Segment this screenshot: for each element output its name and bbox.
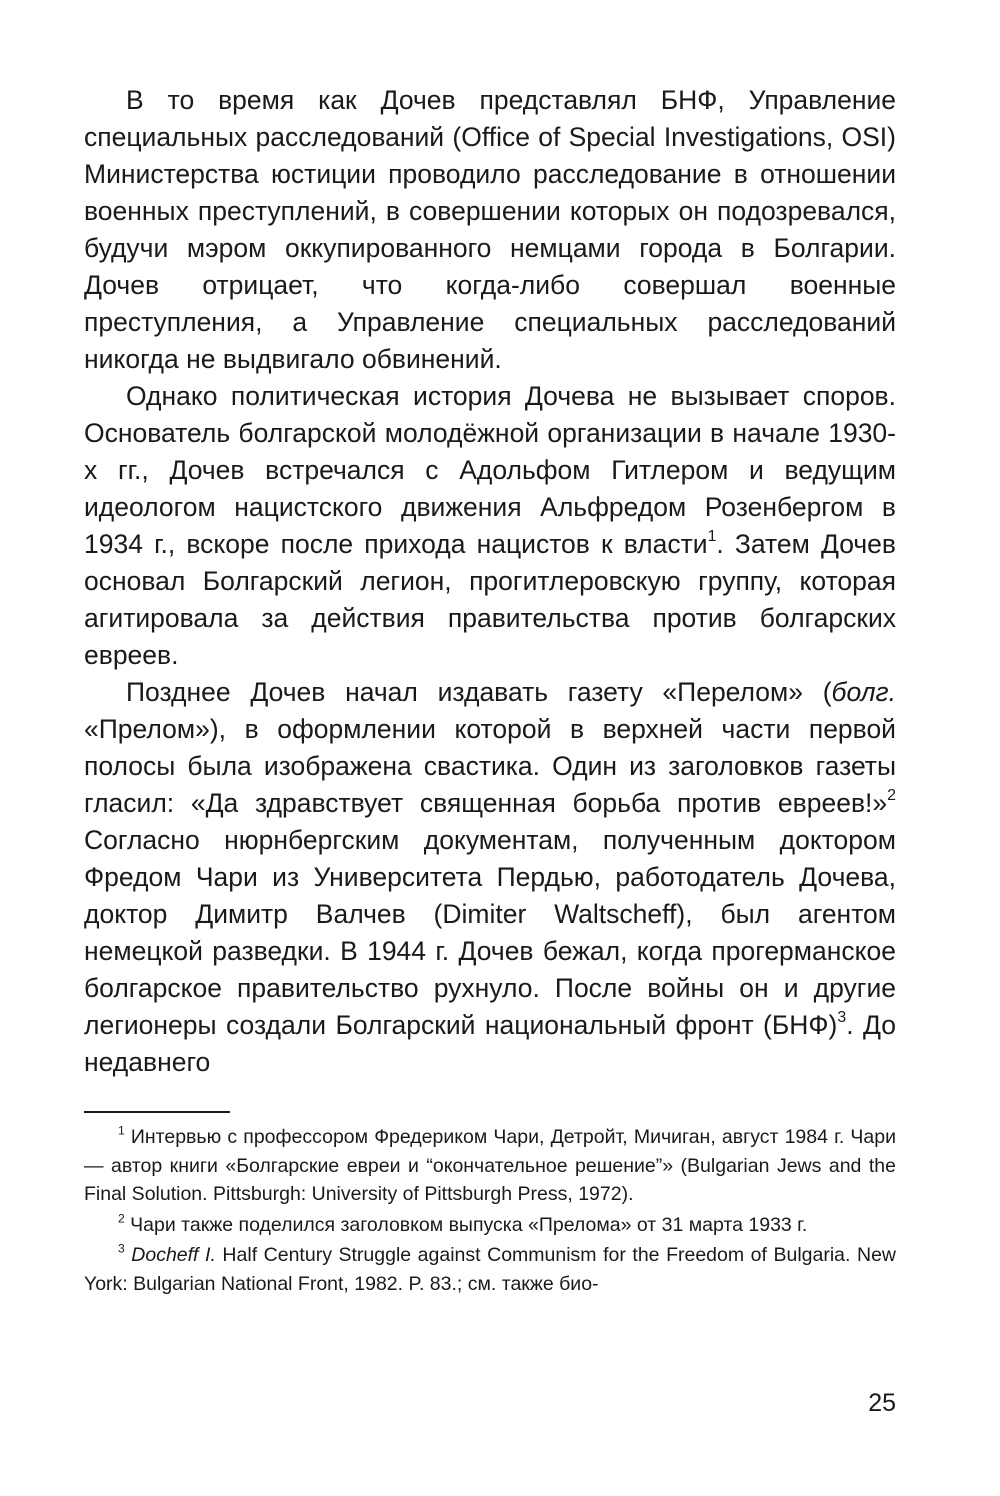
paragraph-3-italic: болг. (831, 677, 896, 707)
paragraph-1 (84, 82, 896, 378)
footnote-ref-3[interactable]: 3 (837, 1009, 847, 1027)
paragraph-3-text-d: . До недавнего (84, 1010, 896, 1077)
footnote-number: 2 (118, 1211, 125, 1226)
footnotes (84, 1123, 896, 1298)
footnote-number: 3 (118, 1241, 125, 1256)
footnote-1 (84, 1123, 896, 1209)
footnote-text: Чари также поделился заголовком выпуска «Прелома» от 31 марта 1933 г. (124, 1213, 808, 1236)
footnote-ref-2[interactable]: 2 (887, 787, 896, 805)
paragraph-1-text: В то время как Дочев представлял БНФ, Управление специальных расследований (Office of Special Investigations, OSI) Министерства юстиции проводило расследование в отношении военных преступлений, в совершении которых он подозревался, будучи мэром оккупированного немцами города в Болгарии. Дочев отрицает, что когда-либо совершал военные преступления, а Управление специальных расследований никогда не выдвигало обвинений. (84, 85, 896, 374)
footnote-author: Docheff I. (124, 1244, 216, 1266)
footnote-number: 1 (118, 1123, 125, 1138)
footnote-ref-1[interactable]: 1 (707, 528, 717, 546)
paragraph-2-text-a: Однако политическая история Дочева не вызывает споров. Основатель болгарской молодёжной организации в начале 1930-х гг., Дочев встречался с Адольфом Гитлером и ведущим идеологом нацистского движения Альфредом Розенбергом в 1934 г., вскоре после прихода нацистов к власти (84, 381, 896, 559)
page (84, 82, 896, 1300)
page-number: 25 (868, 1389, 896, 1417)
paragraph-3-text-c: Согласно нюрнбергским документам, полученным доктором Фредом Чари из Университета Пердью, работодатель Дочева, доктор Димитр Валчев (Dimiter Waltscheff), был агентом немецкой разведки. В 1944 г. Дочев бежал, когда прогерманское болгарское правительство рухнуло. После войны он и другие легионеры создали Болгарский национальный фронт (БНФ) (84, 825, 896, 1040)
paragraph-3-text-b: «Прелом»), в оформлении которой в верхней части первой полосы была изображена свастика. Один из заголовков газеты гласил: «Да здравствует священная борьба против евреев!» (84, 714, 896, 818)
footnote-divider (84, 1111, 230, 1113)
paragraph-3-text-a: Позднее Дочев начал издавать газету «Перелом» ( (126, 677, 832, 707)
paragraph-3 (84, 674, 896, 1081)
footnote-text: Интервью с профессором Фредериком Чари, Детройт, Мичиган, август 1984 г. Чари — автор книги «Болгарские евреи и “окончательное решение”» (Bulgarian Jews and the Final Solution. Pittsburgh: University of Pittsburgh Press, 1972). (84, 1126, 896, 1205)
paragraph-2-text-b: . Затем Дочев основал Болгарский легион, прогитлеровскую группу, которая агитировала за действия правительства против болгарских евреев. (84, 529, 896, 670)
main-text (84, 82, 896, 1081)
footnote-text: Half Century Struggle against Communism for the Freedom of Bulgaria. New York: Bulgarian National Front, 1982. P. 83.; см. также био- (84, 1244, 897, 1295)
footnote-3 (84, 1241, 896, 1298)
paragraph-2 (84, 378, 896, 674)
footnote-2 (84, 1211, 896, 1240)
